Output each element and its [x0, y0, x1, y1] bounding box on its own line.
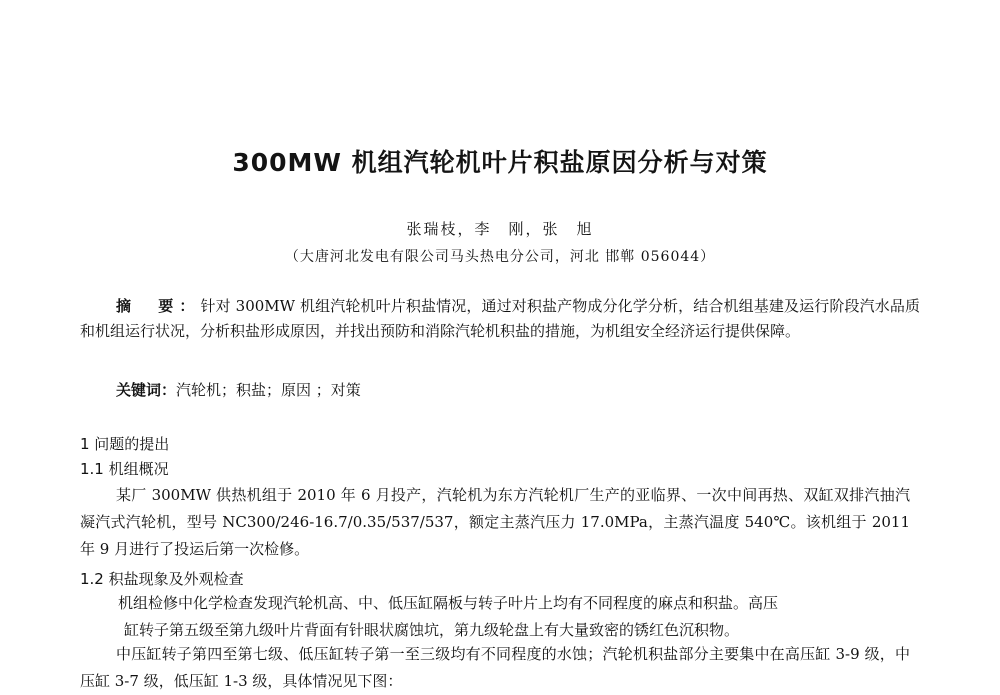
abstract — [80, 294, 920, 344]
paragraph-unit-overview: 某厂 300MW 供热机组于 2010 年 6 月投产，汽轮机为东方汽轮机厂生产的亚临界、一次中间再热、双缸双排汽抽汽凝汽式汽轮机，型号 NC300/246-16.7/0.35/537/537，额定主蒸汽压力 17.0MPa，主蒸汽温度 540℃。该机组于 2011 年 9 月进行了投运后第一次检修。 — [80, 486, 910, 558]
keywords-text: 汽轮机；积盐；原因 ；对策 — [176, 381, 361, 399]
section-heading-1-1: 1.1 机组概况 — [80, 460, 169, 478]
abstract-text: 针对 300MW 机组汽轮机叶片积盐情况，通过对积盐产物成分化学分析，结合机组基建及运行阶段汽水品质和机组运行状况，分析积盐形成原因，并找出预防和消除汽轮机积盐的措施，为机组安全经济运行提供保障。 — [80, 297, 920, 340]
paragraph-erosion: 中压缸转子第四至第七级、低压缸转子第一至三级均有不同程度的水蚀；汽轮机积盐部分主要集中在高压缸 3-9 级，中压缸 3-7 级，低压缸 1-3 级，具体情况见下图： — [80, 645, 910, 690]
paragraph-line: 机组检修中化学检查发现汽轮机高、中、低压缸隔板与转子叶片上均有不同程度的麻点和积盐。高压 — [118, 594, 779, 612]
paper-title: 300MW 机组汽轮机叶片积盐原因分析与对策 — [232, 148, 768, 177]
keywords — [116, 378, 916, 402]
paragraph-salt-inspection — [118, 590, 908, 644]
abstract-label: 摘 要： — [116, 297, 201, 315]
keywords-label: 关键词： — [116, 381, 177, 399]
affiliation: （大唐河北发电有限公司马头热电分公司，河北 邯郸 056044） — [284, 249, 716, 265]
section-heading-1: 1 问题的提出 — [80, 435, 170, 453]
paragraph-line: 缸转子第五级至第九级叶片背面有针眼状腐蚀坑，第九级轮盘上有大量致密的锈红色沉积物。 — [124, 621, 740, 639]
section-heading-1-2: 1.2 积盐现象及外观检查 — [80, 570, 244, 588]
author-list: 张瑞枝，李 刚，张 旭 — [406, 220, 594, 238]
